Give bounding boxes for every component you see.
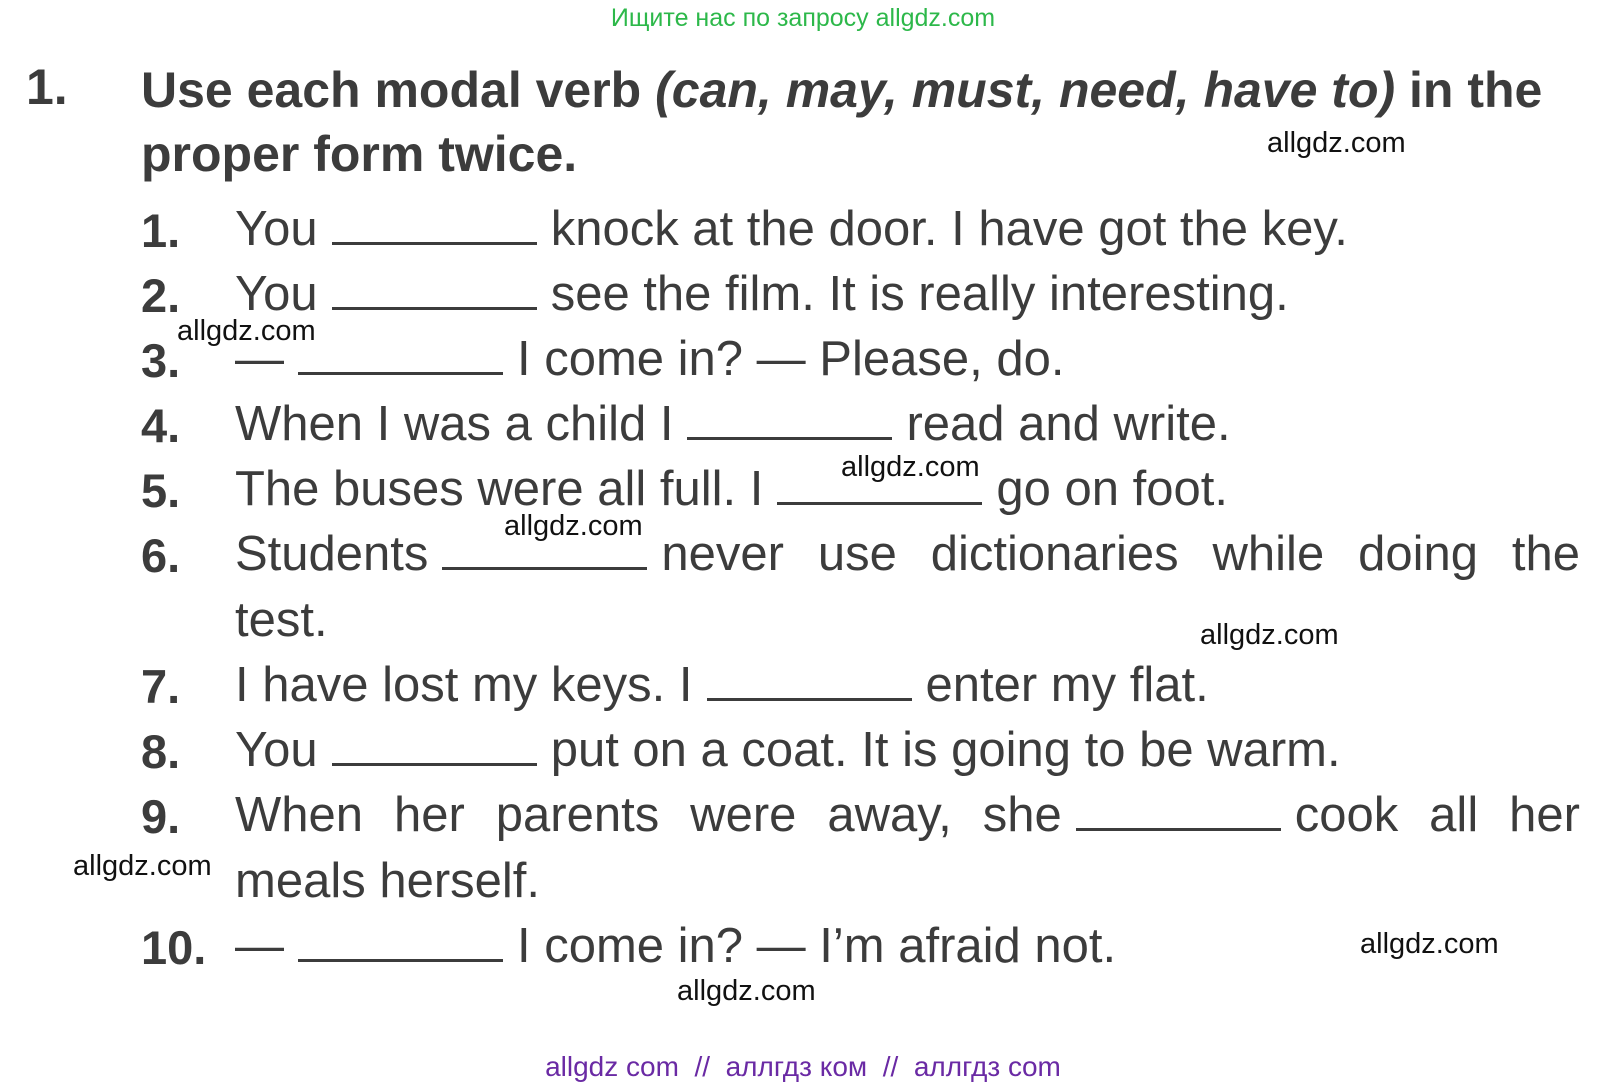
watermark: allgdz.com bbox=[841, 451, 980, 483]
item-text-before: You bbox=[235, 267, 318, 321]
task-title-part-1: Use each modal verb bbox=[141, 62, 656, 118]
task-title-modal-verbs: (can, may, must, need, have to) bbox=[655, 62, 1396, 118]
answer-blank[interactable] bbox=[298, 332, 503, 375]
answer-blank[interactable] bbox=[332, 267, 537, 310]
item-number: 2. bbox=[141, 269, 181, 322]
item-number: 10. bbox=[141, 921, 207, 974]
answer-blank[interactable] bbox=[332, 202, 537, 245]
exercise-item bbox=[235, 782, 1580, 914]
task-title-part-2: in the proper form twice. bbox=[141, 62, 1543, 182]
watermark: allgdz.com bbox=[1267, 127, 1406, 159]
exercise-item bbox=[235, 196, 1580, 262]
item-number: 3. bbox=[141, 334, 181, 387]
item-text-before: You bbox=[235, 202, 318, 256]
item-text-before: When her parents were away, she bbox=[235, 788, 1062, 842]
item-text-after: enter my flat. bbox=[925, 658, 1209, 712]
exercise-item bbox=[235, 521, 1580, 653]
exercise-item bbox=[235, 261, 1580, 327]
item-text-after: I come in? — Please, do. bbox=[517, 332, 1065, 386]
watermark: allgdz.com bbox=[1200, 619, 1339, 651]
watermark: allgdz.com bbox=[73, 850, 212, 882]
item-text-before: — bbox=[235, 919, 284, 973]
answer-blank[interactable] bbox=[298, 919, 503, 962]
task-number: 1. bbox=[26, 59, 68, 115]
item-text-after: see the film. It is really interesting. bbox=[550, 267, 1289, 321]
footer-links: allgdz com // аллгдз ком // аллгдз com bbox=[545, 1051, 1061, 1082]
item-text-after: read and write. bbox=[906, 397, 1231, 451]
answer-blank[interactable] bbox=[332, 723, 537, 766]
item-number: 5. bbox=[141, 464, 181, 517]
answer-blank[interactable] bbox=[707, 658, 912, 701]
item-number: 8. bbox=[141, 725, 181, 778]
exercise-item bbox=[235, 717, 1580, 783]
item-text-before: When I was a child I bbox=[235, 397, 674, 451]
exercise-item bbox=[235, 652, 1580, 718]
item-text-before: I have lost my keys. I bbox=[235, 658, 693, 712]
item-text-before: — bbox=[235, 332, 284, 386]
watermark: allgdz.com bbox=[677, 975, 816, 1007]
item-text-before: Students bbox=[235, 527, 429, 581]
task-title bbox=[141, 58, 1581, 186]
item-text-before: The buses were all full. I bbox=[235, 462, 764, 516]
item-number: 1. bbox=[141, 204, 181, 257]
item-number: 4. bbox=[141, 399, 181, 452]
answer-blank[interactable] bbox=[1076, 788, 1281, 831]
exercise-item bbox=[235, 326, 1580, 392]
answer-blank[interactable] bbox=[687, 397, 892, 440]
item-text-after: cook all her meals herself. bbox=[235, 788, 1580, 908]
item-text-after: knock at the door. I have got the key. bbox=[550, 202, 1348, 256]
watermark: allgdz.com bbox=[177, 315, 316, 347]
exercise-item bbox=[235, 391, 1580, 457]
item-text-after: put on a coat. It is going to be warm. bbox=[550, 723, 1341, 777]
item-number: 6. bbox=[141, 529, 181, 582]
item-text-after: I come in? — I’m afraid not. bbox=[517, 919, 1117, 973]
item-text-after: go on foot. bbox=[996, 462, 1228, 516]
top-banner: Ищите нас по запросу allgdz.com bbox=[610, 4, 996, 32]
item-number: 9. bbox=[141, 790, 181, 843]
watermark: allgdz.com bbox=[504, 510, 643, 542]
watermark: allgdz.com bbox=[1360, 928, 1499, 960]
item-text-before: You bbox=[235, 723, 318, 777]
item-text-after: never use dictionaries while doing the test. bbox=[235, 527, 1580, 647]
item-number: 7. bbox=[141, 660, 181, 713]
